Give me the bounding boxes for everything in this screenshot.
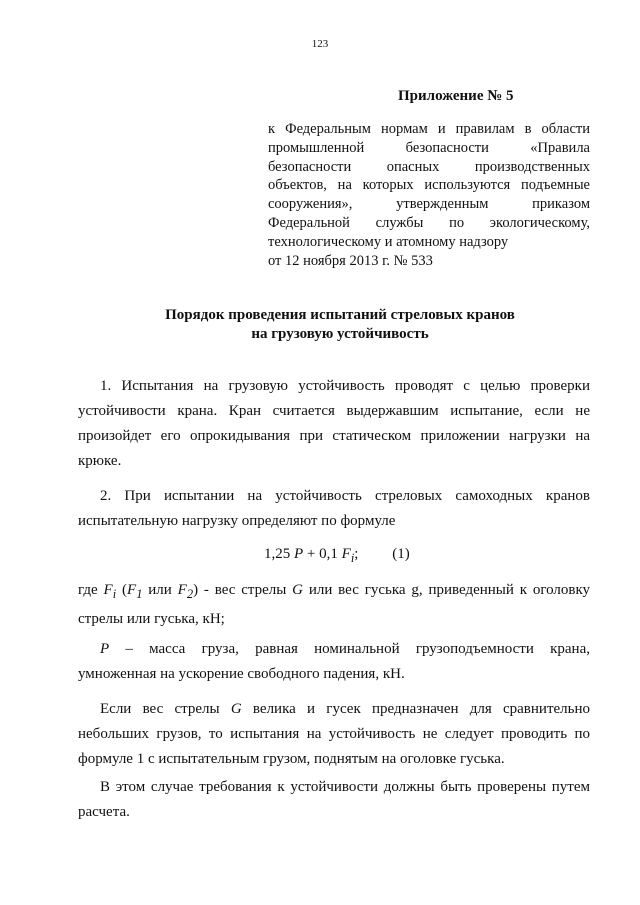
paragraph-2 — [78, 484, 590, 534]
text-line — [78, 578, 590, 607]
where-text-2: или вес гуська g, приведенный к оголовку — [308, 582, 591, 598]
appendix-ref-line: объектов, на которых используются подъемные — [268, 177, 590, 194]
var-f2: F — [177, 582, 187, 598]
text-line: небольших грузов, то испытания на устойчивость не следует проводить по — [78, 726, 590, 742]
formula — [264, 546, 410, 566]
or-word: или — [148, 582, 172, 598]
paragraph-4 — [78, 775, 590, 825]
text-line: 1. Испытания на грузовую устойчивость проводят с целью проверки — [100, 378, 590, 394]
text-line: расчета. — [78, 804, 130, 820]
var-fi-sub: i — [112, 587, 117, 601]
text-line: произойдет его опрокидывания при статическом приложении нагрузки на — [78, 428, 590, 444]
formula-plus: + 0,1 — [306, 546, 338, 562]
where-word: где — [78, 582, 98, 598]
text-line: 2. При испытании на устойчивость стреловых самоходных кранов — [100, 488, 590, 504]
appendix-title: Приложение № 5 — [398, 88, 514, 104]
formula-semicolon: ; — [354, 546, 359, 562]
appendix-ref-line: Федеральной службы по экологическому, — [268, 214, 590, 231]
section-title-line: Порядок проведения испытаний стреловых кранов — [165, 307, 515, 323]
para3-line1-rest: велика и гусек предназначен для сравнительно — [252, 701, 591, 717]
text-line: В этом случае требования к устойчивости должны быть проверены путем — [100, 779, 590, 795]
text-line — [78, 637, 590, 662]
appendix-reference — [268, 120, 590, 270]
var-g-big: G — [292, 582, 303, 598]
formula-var-f: F — [341, 546, 351, 562]
text-line: испытательную нагрузку определяют по формуле — [78, 513, 396, 529]
formula-coefficient: 1,25 — [264, 546, 291, 562]
appendix-ref-line: сооружения», утвержденным приказом — [268, 196, 590, 213]
var-p: P — [100, 641, 110, 657]
var-f1: F — [127, 582, 137, 598]
where-clause — [78, 578, 590, 632]
page-number: 123 — [311, 38, 329, 50]
section-title-line: на грузовую устойчивость — [251, 326, 429, 342]
appendix-ref-line: от 12 ноября 2013 г. № 533 — [268, 252, 433, 269]
text-line: крюке. — [78, 453, 122, 469]
text-line — [78, 697, 590, 722]
var-fi: F — [103, 582, 113, 598]
appendix-ref-line: безопасности опасных производственных — [268, 158, 590, 175]
appendix-ref-line: к Федеральным нормам и правилам в области — [268, 121, 590, 137]
var-f1-sub: 1 — [136, 587, 143, 601]
appendix-ref-line: промышленной безопасности «Правила — [268, 139, 590, 156]
text-line: формуле 1 с испытательным грузом, поднятым на оголовке гуська. — [78, 751, 505, 767]
paren-close: ) — [193, 582, 199, 598]
paragraph-3 — [78, 697, 590, 772]
text-line: стрелы или гуська, кН; — [78, 611, 225, 627]
var-f2-sub: 2 — [186, 587, 194, 601]
appendix-ref-line: технологическому и атомному надзору — [268, 233, 509, 250]
text-line: устойчивости крана. Кран считается выдержавшим испытание, если не — [78, 403, 590, 419]
para3-start: Если вес стрелы — [100, 701, 220, 717]
text-line: умноженная на ускорение свободного падения, кН. — [78, 666, 405, 682]
section-title — [0, 306, 640, 344]
var-g: G — [230, 701, 242, 717]
formula-number: (1) — [392, 546, 410, 562]
p-definition — [78, 637, 590, 687]
p-definition-text: – масса груза, равная номинальной грузоподъемности крана, — [125, 641, 590, 657]
formula-var-p: P — [294, 546, 304, 562]
where-text-1: - вес стрелы — [203, 582, 287, 598]
paragraph-1 — [78, 374, 590, 474]
formula-sub-i: i — [350, 551, 355, 565]
paren-open: ( — [122, 582, 128, 598]
